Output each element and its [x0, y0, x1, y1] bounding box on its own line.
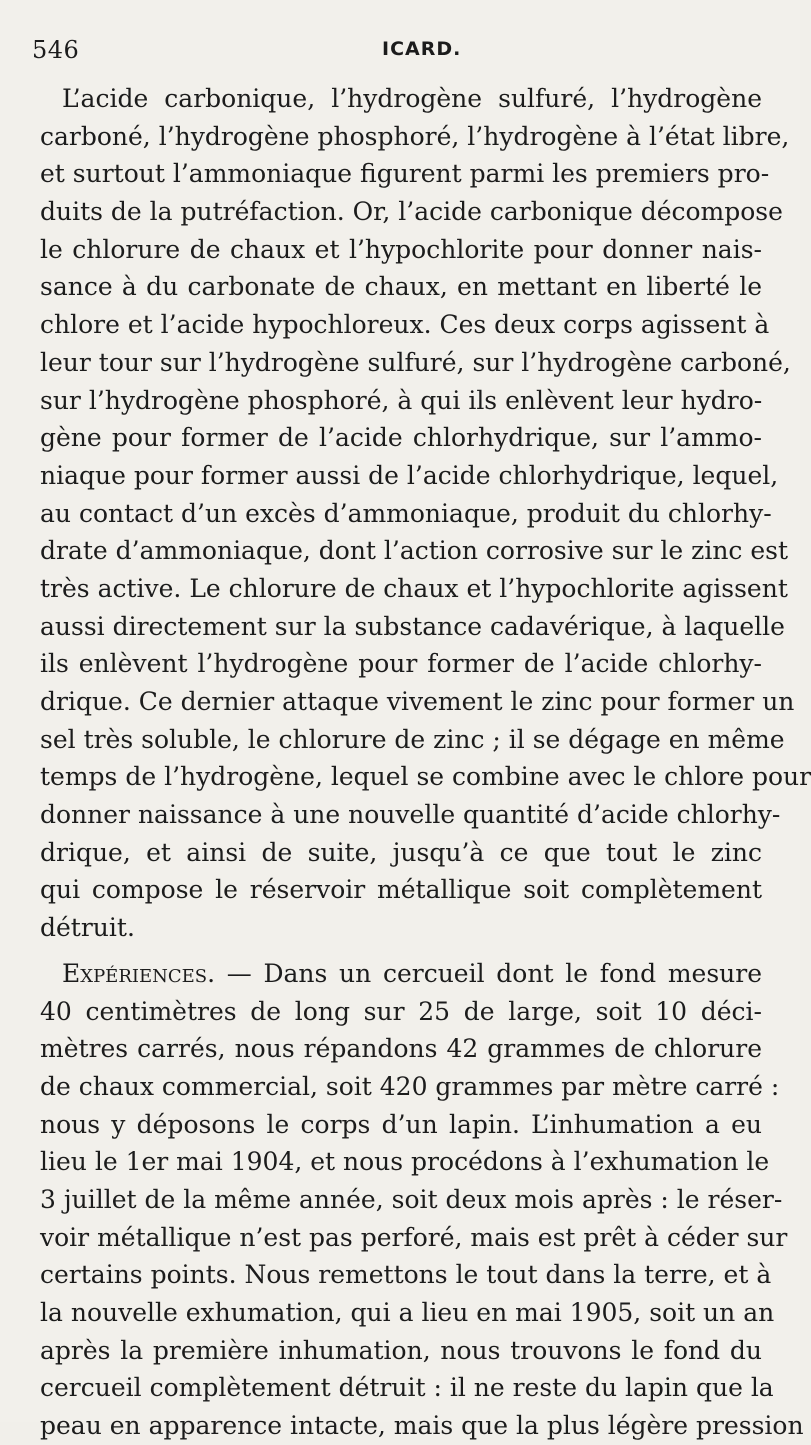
text-line: de chaux commercial, soit 420 grammes par mètre carré : — [40, 1071, 780, 1101]
text-line: aussi directement sur la substance cadavérique, à laquelle — [40, 611, 785, 641]
paragraph-gap — [40, 947, 762, 955]
text-line: leur tour sur l’hydrogène sulfuré, sur l’hydrogène carboné, — [40, 347, 791, 377]
text-line: donner naissance à une nouvelle quantité d’acide chlorhy- — [40, 800, 781, 830]
text-line: drique, et ainsi de suite, jusqu’à ce que tout le zinc — [40, 837, 762, 867]
body-text — [40, 80, 811, 1445]
text-line: et surtout l’ammoniaque figurent parmi les premiers pro- — [40, 159, 770, 189]
text-line: au contact d’un excès d’ammoniaque, produit du chlorhy- — [40, 498, 772, 528]
text-line: gène pour former de l’acide chlorhydrique, sur l’ammo- — [40, 423, 762, 453]
text-line: 40 centimètres de long sur 25 de large, soit 10 déci- — [40, 996, 762, 1026]
text-line: sel très soluble, le chlorure de zinc ; il se dégage en même — [40, 724, 785, 754]
text-line: la nouvelle exhumation, qui a lieu en mai 1905, soit un an — [40, 1298, 775, 1327]
text-line: le chlorure de chaux et l’hypochlorite pour donner nais- — [40, 234, 762, 264]
text-line: temps de l’hydrogène, lequel se combine avec le chlore pour — [40, 762, 811, 792]
text-line: peau en apparence intacte, mais que la plus légère pression — [40, 1411, 804, 1441]
text-line: duits de la putréfaction. Or, l’acide carbonique décompose — [40, 197, 783, 227]
text-line: drate d’ammoniaque, dont l’action corrosive sur le zinc est — [40, 536, 789, 566]
text-line: nous y déposons le corps d’un lapin. L’inhumation a eu — [40, 1109, 762, 1139]
page-header — [32, 36, 770, 76]
text-line: sur l’hydrogène phosphoré, à qui ils enlèvent leur hydro- — [40, 385, 763, 415]
text-line: mètres carrés, nous répandons 42 grammes de chlorure — [40, 1034, 762, 1064]
text-line: certains points. Nous remettons le tout dans la terre, et à — [40, 1260, 772, 1290]
text-line: lieu le 1er mai 1904, et nous procédons à l’exhumation le — [40, 1147, 770, 1177]
text-fragment: — Dans un cercueil dont le fond mesure — [215, 958, 762, 988]
text-line: chlore et l’acide hypochloreux. Ces deux corps agissent à — [40, 310, 770, 340]
page-number: 546 — [32, 36, 80, 64]
text-line: sance à du carbonate de chaux, en mettant en liberté le — [40, 272, 762, 302]
text-line: 3 juillet de la même année, soit deux mois après : le réser- — [40, 1184, 783, 1214]
text-line: niaque pour former aussi de l’acide chlorhydrique, lequel, — [40, 460, 779, 490]
paragraph-putrefaction — [40, 80, 811, 947]
paragraph-experiences — [40, 955, 804, 1445]
text-line — [40, 955, 762, 993]
text-line: drique. Ce dernier attaque vivement le zinc pour former un — [40, 687, 795, 716]
text-line: très active. Le chlorure de chaux et l’hypochlorite agissent — [40, 573, 788, 603]
running-head: ICARD. — [382, 38, 462, 60]
text-line: détruit. — [40, 913, 135, 943]
text-line: carboné, l’hydrogène phosphoré, l’hydrogène à l’état libre, — [40, 121, 790, 151]
text-line: après la première inhumation, nous trouvons le fond du — [40, 1335, 762, 1365]
text-line: L’acide carbonique, l’hydrogène sulfuré, l’hydrogène — [62, 84, 762, 113]
text-line: ils enlèvent l’hydrogène pour former de l’acide chlorhy- — [40, 649, 762, 679]
text-line: qui compose le réservoir métallique soit complètement — [40, 875, 762, 905]
text-line: voir métallique n’est pas perforé, mais est prêt à céder sur — [40, 1222, 788, 1252]
section-lead: Expériences. — [62, 958, 216, 988]
text-line: cercueil complètement détruit : il ne reste du lapin que la — [40, 1373, 774, 1403]
